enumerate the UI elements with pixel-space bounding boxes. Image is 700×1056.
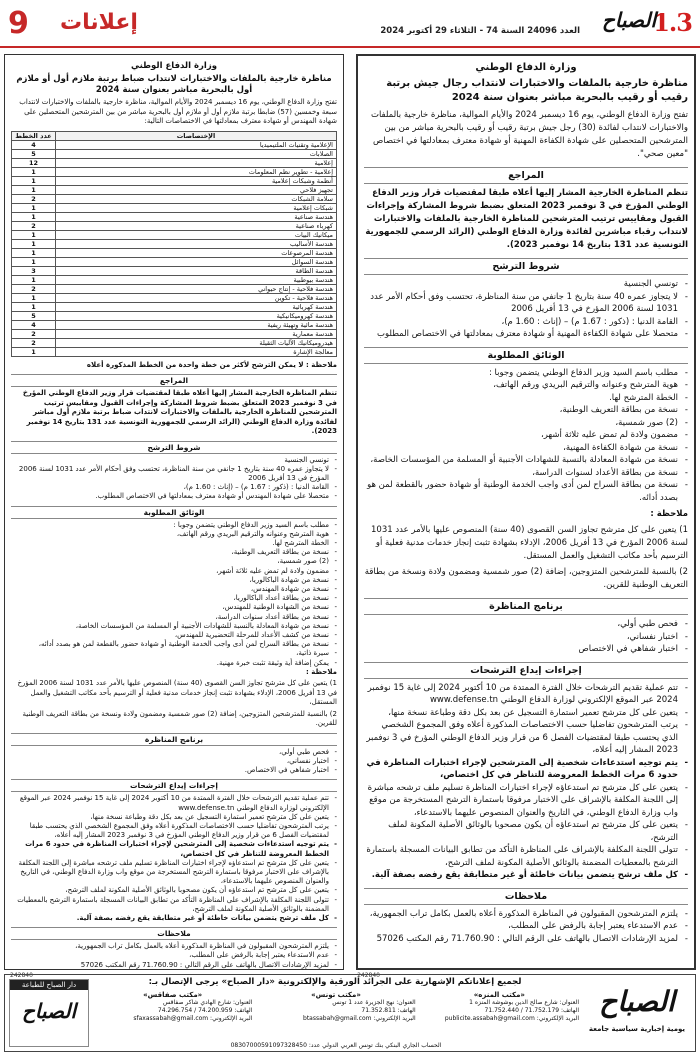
logo-brand: الصباح [602,8,657,32]
notice-intro: تفتح وزارة الدفاع الوطني، يوم 16 ديسمبر 2024 والأيام الموالية، مناظرة خارجية بالملفات والاختبارات لانتداب لفائدة (30) رجل جيش برتبة رقيب أو رقيب بالبحرية مباشر من بين المترشحين المتحصلين على شهادة الكفاءة المهنية أو شهادة معترف بمعادلتها في اختصاص "معين صحي". [370,110,688,159]
specialty-cell: هندسة كهروميكانيكية [56,311,337,320]
specialty-cell: الصلابات [56,149,337,158]
specialty-cell: هندسة فلاحية - إنتاج حيواني [56,284,337,293]
specialty-cell: سلامة الشبكات [56,194,337,203]
list-item: - هوية المترشح وعنوانه والترقيم البريدي ورقم الهاتف، [364,379,688,392]
specialty-cell: هندسة بيوطبية [56,275,337,284]
specialty-cell: إعلامية [56,158,337,167]
table-row [12,320,337,329]
list-item: - يتم توجيه استدعاءات شخصية إلى المترشحين لإجراء اختبارات المناظرة في حدود 6 مرات الخطط المعروضة للتناظر في كل اختصاص، [364,757,688,782]
list-item: - يتعين على كل مترشح تم استدعاؤه أن يكون مصحوبا بالوثائق الأصلية المكونة لملف الترشح، [364,819,688,844]
issue-info: العدد 24096 السنة 74 - الثلاثاء 29 أكتوبر 2024 [380,26,580,36]
list-item: - هوية المترشح وعنوانه والترقيم البريدي ورقم الهاتف، [11,530,337,539]
printing-house-logo [9,979,89,1047]
count-cell: 1 [12,257,56,266]
list-item: - نسخة من شهادة المهندس، [11,585,337,594]
list-item: - نسخة من بطاقة الأعداد لسنوات الدراسة، [364,467,688,480]
count-cell: 1 [12,347,56,356]
table-row [12,239,337,248]
count-cell: 1 [12,203,56,212]
observations-list [364,908,688,946]
observations-list [11,942,337,970]
heading-program: برنامج المناظرة [364,598,688,615]
offices-list [93,991,579,1049]
table-row [12,329,337,338]
references-text: تنظم المناظرة الخارجية المشار إليها أعلاه طبقا لمقتضيات قرار وزير الدفاع الوطني المؤرخ في 3 نوفمبر 2023 المتعلق بضبط شروط المشاركة وإجراءات القبول ومقاييس ترتيب المترشحين للمناظرة الخارجية بالملفات والاختبارات لانتداب رقباء مباشرين لفائدة وزارة الدفاع الوطني (الرائد الرسمي للجمهورية التونسية عدد 131 بتاريخ 14 نوفمبر 2023). [365,188,688,250]
table-row [12,158,337,167]
program-list [364,618,688,656]
list-item: - كل ملف ترشح يتضمن بيانات خاطئة أو غير متطابقة يقع رفضه بصفة آلية. [11,914,337,923]
specialty-cell: معالجة الإشارة [56,347,337,356]
table-row [12,140,337,149]
table-row [12,185,337,194]
specialty-cell: هيدروميكانيك الآليات الثقيلة [56,338,337,347]
list-item: - يتعين على كل مترشح تم استدعاؤه لإجراء اختبارات المناظرة تسليم ملف ترشحه مباشرة إلى اللجنة المكلفة بالإشراف على الاختبار مرفوقا باستمارة الترشح المستخرجة من موقع واب وزارة الدفاع الوطني، في التاريخ والعنوان المنصوص عليهما بالاستدعاء، [364,782,688,820]
table-header-row [12,131,337,140]
count-cell: 1 [12,248,56,257]
specialty-cell: هندسة صناعية [56,212,337,221]
list-item: - يمكن إضافة أية وثيقة تثبت خبرة مهنية. [11,659,337,668]
printing-house-label: دار الصباح للطباعة [10,980,88,990]
office-sfax [93,991,252,1049]
table-row [12,167,337,176]
section-title: إعلانات [60,10,138,35]
specialty-cell: هندسة مائية وتهيئة ريفية [56,320,337,329]
notice-intro: تفتح وزارة الدفاع الوطني، يوم 16 ديسمبر 2024 والأيام الموالية، مناظرة خارجية بالملفات والاختبارات لانتداب سبعة وخمسين (57) ضابطا برتبة ملازم أول أو ملازم أول بالبحرية مباشر من بين المترشحين المتحصلين على شهادة المهندس أو شهادة معترف بمعادلتها في الاختصاصات التالية: [19,98,337,125]
documents-list [364,367,688,505]
ministry-name: وزارة الدفاع الوطني [475,62,577,73]
table-row [12,347,337,356]
list-item: - عدم الاستدعاء يعتبر إجابة بالرفض على المطلب، [11,951,337,960]
heading-conditions: شروط الترشح [11,441,337,454]
notice-title: مناظرة خارجية بالملفات والاختبارات لانتداب رجال جيش برتبة رقيب أو رقيب بالبحرية مباشر بعنوان سنة 2024 [386,78,688,103]
table-row [12,221,337,230]
table-row [12,302,337,311]
list-item: - نسخة من بطاقة التعريف الوطنية، [364,404,688,417]
office-heading: «مكتب المنزه» [473,991,525,999]
office-line: العنوان: شارع صالح الدين بوشوشة المنزه 1 [469,999,579,1006]
count-cell: 2 [12,338,56,347]
heading-references: المراجع [11,374,337,387]
count-cell: 1 [12,275,56,284]
list-item: - يتعين على كل مترشح تم استدعاؤه أن يكون مصحوبا بالوثائق الأصلية المكونة لملف الترشح، [11,886,337,895]
list-item: - مضمون ولادة لم تمض عليه ثلاثة أشهر، [11,567,337,576]
list-item: - (2) صور شمسية، [364,417,688,430]
office-line: البريد الإلكتروني: publicite.assabah@gmail.com [444,1015,579,1022]
list-item: - تتولى اللجنة المكلفة بالإشراف على المناظرة التأكد من تطابق البيانات المسجلة باستمارة الترشح بالمعطيات المضمنة بالوثائق الأصلية المكونة لملف الترشح، [11,896,337,914]
table-row [12,194,337,203]
count-cell: 2 [12,284,56,293]
specialty-cell: هندسة كهربائية [56,302,337,311]
program-list [11,748,337,776]
table-row [12,275,337,284]
heading-observations: ملاحظات [364,888,688,905]
table-row [12,293,337,302]
list-item: - اختبار نفساني، [364,631,688,644]
ad-column-left [4,54,344,970]
count-cell: 1 [12,239,56,248]
count-cell: 5 [12,149,56,158]
office-tunis [256,991,415,1049]
specialty-cell: كهرباء صناعية [56,221,337,230]
note-item: 1) يتعين على كل مترشح تجاوز السن القصوى (40 سنة) المنصوص عليها بالأمر عدد 1031 لسنة 2006 المؤرخ في 13 أفريل 2006، الإدلاء بشهادة تثبت إنجاز خدمات مدنية فعلية أو الترسيم بأحد مكاتب التشغيل والعمل المستقل، [17,679,337,707]
bank-account: الحساب الجاري البنكي بنك تونس العربي الدولي عدد: 08307000591097328450 [230,1042,442,1049]
list-item: - الخطة المترشح لها. [11,539,337,548]
heading-documents: الوثائق المطلوبة [364,347,688,364]
table-row [12,284,337,293]
office-line: العنوان: نهج الجزيرة عدد 1 تونس [332,999,416,1006]
count-cell: 1 [12,185,56,194]
specialty-cell: هندسة الطاقة [56,266,337,275]
list-item: - نسخة من شهادة المعادلة بالنسبة للشهادات الأجنبية أو المسلمة من المؤسسات الخاصة، [364,454,688,467]
heading-note: ملاحظة : [650,509,688,519]
list-item: - القامة الدنيا : (ذكور : 1.67 م) – (إناث : 1.60 م)، [364,316,688,329]
list-item: - نسخة من بطاقة السراح لمن أدى واجب الخدمة الوطنية أو شهادة حضور بالقطعة لمن هو بصدد أدائه. [364,479,688,504]
procedure-list [11,794,337,923]
heading-conditions: شروط الترشح [364,258,688,275]
list-item: - تتولى اللجنة المكلفة بالإشراف على المناظرة التأكد من تطابق البيانات المسجلة باستمارة الترشح بالمعطيات المضمنة بالوثائق الأصلية المكونة لملف الترشح، [364,844,688,869]
heading-procedure: إجراءات إيداع الترشحات [364,662,688,679]
specialty-cell: تجهيز فلاحي [56,185,337,194]
specialty-cell: إعلامية - تطوير نظم المعلومات [56,167,337,176]
list-item: - مطلب باسم السيد وزير الدفاع الوطني يتضمن وجوبا : [11,521,337,530]
count-cell: 1 [12,212,56,221]
heading-procedure: إجراءات إيداع الترشحات [11,779,337,792]
specialty-cell: أنظمة وشبكات إعلامية [56,176,337,185]
specialty-cell: هندسة فلاحية - تكوين [56,293,337,302]
footer-title: لجميع إعلاناتكم الإشهارية على الجرائد الورقية والإلكترونية «دار الصباح» يرجى الإتصال بـ: [148,977,522,987]
table-row [12,248,337,257]
list-item: - الخطة المترشح لها. [364,392,688,405]
page-number: 9 [8,6,29,41]
list-item: - تتم عملية تقديم الترشحات خلال الفترة الممتدة من 10 أكتوبر 2024 إلى غاية 15 نوفمبر 2024 عبر الموقع الإلكتروني لوزارة الدفاع الوطني www.defense.tn [11,794,337,812]
table-row [12,176,337,185]
specialty-cell: هندسة السوائل [56,257,337,266]
office-heading: «مكتب صفاقس» [143,991,203,999]
notice-title: مناظرة خارجية بالملفات والاختبارات لانتداب ضباط برتبة ملازم أول أو ملازم أول بالبحرية مباشر بعنوان سنة 2024 [16,74,332,95]
heading-program: برنامج المناظرة [11,733,337,746]
list-item: - يلتزم المترشحون المقبولون في المناظرة المذكورة أعلاه بالعمل بكامل تراب الجمهورية، [364,908,688,921]
list-item: - نسخة من كشف الأعداد للمرحلة التحضيرية للمهندس، [11,631,337,640]
office-line: الهاتف: 71.352.811 [361,1007,416,1014]
list-item: - نسخة من شهادة الكفاءة المهنية، [364,442,688,455]
heading-observations: ملاحظات [11,927,337,940]
count-cell: 1 [12,302,56,311]
office-line: الهاتف: 71.752.179 / 71.752.440 [484,1007,579,1014]
count-cell: 2 [12,221,56,230]
table-note: ملاحظة : لا يمكن الترشح لأكثر من خطة واحدة من الخطط المذكورة أعلاه [86,360,337,369]
list-item: - متحصلا على شهادة المهندس أو شهادة معترف بمعادلتها في الاختصاص المطلوب. [11,492,337,501]
office-line: العنوان: شارع الهادي شاكر صفاقس [163,999,253,1006]
list-item: - يرتب المترشحون تفاضليا حسب الاختصاصات المذكورة أعلاه وفق المجموع الشخصي الذي يحتسب طبقا لمقتضيات الفصل 6 من قرار وزير الدفاع الوطني المؤرخ في 3 نوفمبر 2023 المشار إليه أعلاه، [11,822,337,840]
list-item: - نسخة من شهادة المعادلة بالنسبة للشهادات الأجنبية أو المسلمة من المؤسسات الخاصة، [11,622,337,631]
count-cell: 1 [12,176,56,185]
list-item: - نسخة من شهادة الباكالوريا، [11,576,337,585]
specialty-cell: هندسة الأساليب [56,239,337,248]
footer-brand-logo [583,979,691,1047]
references-text: تنظم المناظرة الخارجية المشار إليها أعلاه طبقا لمقتضيات قرار وزير الدفاع الوطني المؤرخ في 3 نوفمبر 2023 المتعلق بضبط شروط المشاركة وإجراءات القبول ومقاييس ترتيب المترشحين للمناظرة الخارجية بالملفات والاختبارات لانتداب ضباط برتبة ملازم أول مباشر لفائدة وزارة الدفاع الوطني (الرائد الرسمي للجمهورية التونسية عدد 131 بتاريخ 14 نوفمبر 2023). [22,389,337,435]
footer-brand-tagline: يومية إخبارية سياسية جامعة [588,1025,686,1033]
list-item: - فحص طبي أولي، [364,618,688,631]
list-item: - يرتب المترشحون تفاضليا حسب الاختصاصات المذكورة أعلاه وفق المجموع الشخصي الذي يحتسب طبقا لمقتضيات الفصل 6 من قرار وزير الدفاع الوطني المؤرخ في 3 نوفمبر 2023 المشار إليه أعلاه، [364,719,688,757]
office-line: البريد الإلكتروني: sfaxassabah@gmail.com [133,1015,253,1022]
table-row [12,203,337,212]
specialty-cell: شبكات إعلامية [56,203,337,212]
list-item: - لمزيد الإرشادات الاتصال بالهاتف على الرقم التالي : 71.760.90 رقم المكتب 57026 [364,933,688,946]
list-item: - كل ملف ترشح يتضمن بيانات خاطئة أو غير متطابقة يقع رفضه بصفة آلية. [364,869,688,882]
list-item: - نسخة من بطاقة أعداد الباكالوريا، [11,594,337,603]
list-item: - فحص طبي أولي، [11,748,337,757]
newspaper-logo [602,6,692,40]
list-item: - سيرة ذاتية، [11,649,337,658]
ad-code-left: 242840 [10,972,33,979]
list-item: - لا يتجاوز عمره 40 سنة بتاريخ 1 جانفي من سنة المناظرة، تحتسب وفق أحكام الأمر عدد 1031 لسنة 2006 المؤرخ في 13 أفريل 2006 [11,465,337,483]
list-item: - مطلب باسم السيد وزير الدفاع الوطني يتضمن وجوبا : [364,367,688,380]
specialty-cell: ميكانيك البيات [56,230,337,239]
list-item: - يتعين على كل مترشح تم استدعاؤه لإجراء اختبارات المناظرة تسليم ملف ترشحه مباشرة إلى اللجنة المكلفة بالإشراف على الاختبار مرفوقا باستمارة الترشح المستخرجة من موقع واب وزارة الدفاع الوطني، في التاريخ والعنوان المنصوص عليهما بالاستدعاء، [11,859,337,887]
count-cell: 3 [12,266,56,275]
specialty-cell: الإعلامية وتقنيات الملتيميديا [56,140,337,149]
office-line: الهاتف: 74.200.959 / 74.296.754 [157,1007,253,1014]
heading-documents: الوثائق المطلوبة [11,506,337,519]
table-row [12,212,337,221]
office-line: البريد الإلكتروني: btassabah@gmail.com [303,1015,416,1022]
conditions-list [11,456,337,502]
count-cell: 4 [12,140,56,149]
list-item: - لمزيد الإرشادات الاتصال بالهاتف على الرقم التالي : 71.760.90 رقم المكتب 57026 [11,961,337,970]
list-item: - يلتزم المترشحون المقبولون في المناظرة المذكورة أعلاه بالعمل بكامل تراب الجمهورية، [11,942,337,951]
table-row [12,266,337,275]
office-menzah [420,991,579,1049]
list-item: - تتم عملية تقديم الترشحات خلال الفترة الممتدة من 10 أكتوبر 2024 إلى غاية 15 نوفمبر 2024 عبر الموقع الإلكتروني لوزارة الدفاع الوطني www.defense.tn [364,682,688,707]
table-row [12,149,337,158]
list-item: - القامة الدنيا : (ذكور : 1.67 م) – (إناث : 1.60 م)، [11,483,337,492]
list-item: - اختبار شفاهي في الاختصاص [364,643,688,656]
column-header-count: عدد الخطط [12,131,56,140]
list-item: - (2) صور شمسية، [11,557,337,566]
footer-brand-name: الصباح [599,985,675,1018]
list-item: - عدم الاستدعاء يعتبر إجابة بالرفض على المطلب، [364,920,688,933]
list-item: - متحصلا على شهادة الكفاءة المهنية أو شهادة معترف بمعادلتها في الاختصاص المطلوب [364,328,688,341]
count-cell: 1 [12,167,56,176]
column-header-specialty: الإختصاصات [56,131,337,140]
note-item: 1) يتعين على كل مترشح تجاوز السن القصوى (40 سنة) المنصوص عليها بالأمر عدد 1031 لسنة 2006 المؤرخ في 13 أفريل 2006، الإدلاء بشهادة تثبت إنجاز خدمات مدنية فعلية أو الترسيم بأحد مكاتب التشغيل والعمل المستقل. [371,525,688,561]
list-item: - يتعين على كل مترشح تعمير استمارة التسجيل عن بعد بكل دقة وطباعة نسخة منها، [11,813,337,822]
note-item: 2) بالنسبة للمترشحين المتزوجين، إضافة (2) صور شمسية ومضمون ولادة ونسخة من بطاقة التعريف الوطنية للقرين. [22,709,337,728]
list-item: - مضمون ولادة لم تمض عليه ثلاثة أشهر، [364,429,688,442]
list-item: - نسخة من بطاقة أعداد سنوات الدراسة، [11,613,337,622]
note-item: 2) بالنسبة للمترشحين المتزوجين، إضافة (2) صور شمسية ومضمون ولادة ونسخة من بطاقة التعريف الوطنية للقرين. [364,567,688,590]
office-heading: «مكتب تونس» [311,991,361,999]
procedure-list [364,682,688,882]
heading-note: ملاحظة : [306,667,337,676]
list-item: - نسخة من بطاقة السراح لمن أدى واجب الخدمة الوطنية أو شهادة حضور بالقطعة لمن هو بصدد أدائه، [11,640,337,649]
list-item: - اختبار نفساني، [11,757,337,766]
list-item: - يتم توجيه استدعاءات شخصية إلى المترشحين لإجراء اختبارات المناظرة في حدود 6 مرات الخطط المعروضة للتناظر في كل اختصاص، [11,840,337,858]
count-cell: 2 [12,194,56,203]
printing-house-brand: الصباح [21,999,77,1023]
ad-code-right: 242840 [357,972,380,979]
specialties-table [11,131,337,357]
table-row [12,230,337,239]
table-row [12,338,337,347]
advertising-footer [4,974,696,1052]
table-row [12,311,337,320]
count-cell: 2 [12,329,56,338]
count-cell: 12 [12,158,56,167]
list-item: - نسخة من بطاقة التعريف الوطنية، [11,548,337,557]
list-item: - تونسي الجنسية [11,456,337,465]
specialty-cell: هندسة المرصوعات [56,248,337,257]
heading-references: المراجع [364,167,688,184]
count-cell: 5 [12,311,56,320]
table-row [12,257,337,266]
count-cell: 1 [12,230,56,239]
documents-list [11,521,337,668]
count-cell: 1 [12,293,56,302]
specialties-table-body [12,140,337,356]
list-item: - لا يتجاوز عمره 40 سنة بتاريخ 1 جانفي من سنة المناظرة، تحتسب وفق أحكام الأمر عدد 1031 لسنة 2006 المؤرخ في 13 أفريل 2006 [364,291,688,316]
count-cell: 4 [12,320,56,329]
list-item: - نسخة من الشهادة الوطنية للمهندس، [11,603,337,612]
logo-number: 1.3 [653,8,692,37]
page-header [0,0,700,48]
list-item: - تونسي الجنسية [364,278,688,291]
specialty-cell: هندسة معمارية [56,329,337,338]
list-item: - اختبار شفاهي في الاختصاص. [11,766,337,775]
ad-column-right [356,54,696,970]
list-item: - يتعين على كل مترشح تعمير استمارة التسجيل عن بعد بكل دقة وطباعة نسخة منها، [364,707,688,720]
ministry-name: وزارة الدفاع الوطني [130,61,217,71]
conditions-list [364,278,688,341]
